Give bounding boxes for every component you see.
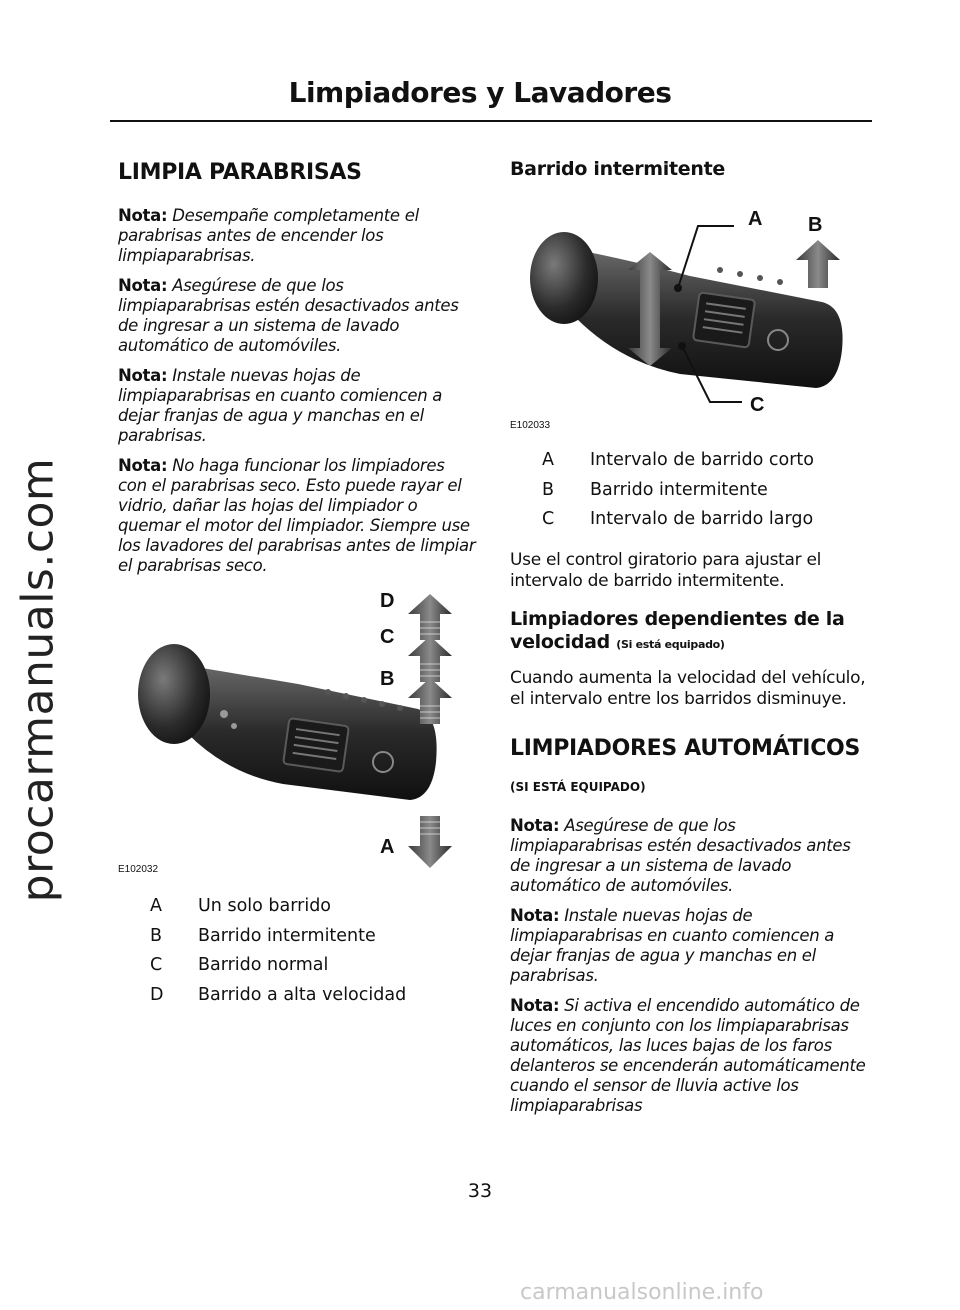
header-divider: [110, 120, 872, 122]
figure-label-c: C: [380, 626, 395, 648]
figure-label-a: A: [748, 208, 763, 230]
right-legend: [510, 450, 814, 539]
figure-label-c: C: [750, 394, 765, 416]
section-heading-auto-wipers: LIMPIADORES AUTOMÁTICOS: [510, 736, 860, 761]
side-watermark-text: procarmanuals.com: [12, 457, 64, 903]
speed-dependent-heading: Limpiadores dependientes de la velocidad (Si está equipado): [510, 608, 845, 653]
figure-code: E102033: [510, 420, 551, 431]
note-new-blades: Nota: Instale nuevas hojas de limpiaparabrisas en cuanto comiencen a dejar franjas de agua y manchas en el parabrisas.: [118, 366, 443, 445]
note-autolamps: Nota: Si activa el encendido automático de luces en conjunto con los limpiaparabrisas automáticos, las luces bajas de los faros delanteros se encenderán automáticamente cuando el sensor de lluvia active los limpiaparabrisas: [510, 996, 866, 1115]
auto-wipers-subheading: (SI ESTÁ EQUIPADO): [510, 780, 646, 794]
page-header-title: Limpiadores y Lavadores: [288, 76, 672, 109]
figure-code: E102032: [118, 864, 159, 875]
figure-label-d: D: [380, 590, 395, 612]
note-defrost: Nota: Desempañe completamente el parabrisas antes de encender los limpiaparabrisas.: [118, 206, 419, 265]
figure-wiper-stalk: [118, 584, 478, 876]
side-watermark: [8, 457, 68, 903]
note-carwash: Nota: Asegúrese de que los limpiaparabrisas estén desactivados antes de ingresar a un sistema de lavado automático de automóviles.: [510, 816, 851, 895]
figure-label-a: A: [380, 836, 395, 858]
legend-row: A Un solo barrido: [150, 896, 332, 916]
wiper-stalk-illustration: [118, 584, 478, 876]
figure-label-b: B: [380, 668, 395, 690]
footer-watermark: carmanualsonline.info: [520, 1280, 764, 1305]
legend-row: C Intervalo de barrido largo: [542, 509, 814, 529]
note-new-blades: Nota: Instale nuevas hojas de limpiaparabrisas en cuanto comiencen a dejar franjas de agua y manchas en el parabrisas.: [510, 906, 835, 985]
legend-row: B Barrido intermitente: [542, 479, 768, 500]
section-heading-wipers: LIMPIA PARABRISAS: [118, 160, 362, 185]
page-number: 33: [467, 1180, 493, 1202]
section-heading-intermittent: Barrido intermitente: [510, 158, 725, 180]
figure-label-b: B: [808, 214, 823, 236]
left-legend: [118, 896, 406, 1014]
legend-row: D Barrido a alta velocidad: [150, 984, 407, 1005]
note-dry-glass: Nota: No haga funcionar los limpiadores con el parabrisas seco. Esto puede rayar el vidrio, dañar las hojas del limpiador o quemar el motor del limpiador. Siempre use los lavadores del parabrisas antes de limpiar el parabrisas seco.: [118, 456, 476, 575]
legend-row: C Barrido normal: [150, 955, 329, 975]
intermittent-paragraph: Use el control giratorio para ajustar el intervalo de barrido intermitente.: [510, 550, 822, 591]
speed-dependent-paragraph: Cuando aumenta la velocidad del vehículo, el intervalo entre los barridos disminuye.: [510, 668, 866, 709]
figure-rotary-control: [510, 198, 870, 434]
right-notes: [510, 816, 870, 1126]
note-carwash: Nota: Asegúrese de que los limpiaparabrisas estén desactivados antes de ingresar a un sistema de lavado automático de automóviles.: [118, 276, 459, 355]
legend-row: A Intervalo de barrido corto: [542, 450, 814, 470]
left-notes: [118, 206, 478, 586]
legend-row: B Barrido intermitente: [150, 925, 376, 946]
